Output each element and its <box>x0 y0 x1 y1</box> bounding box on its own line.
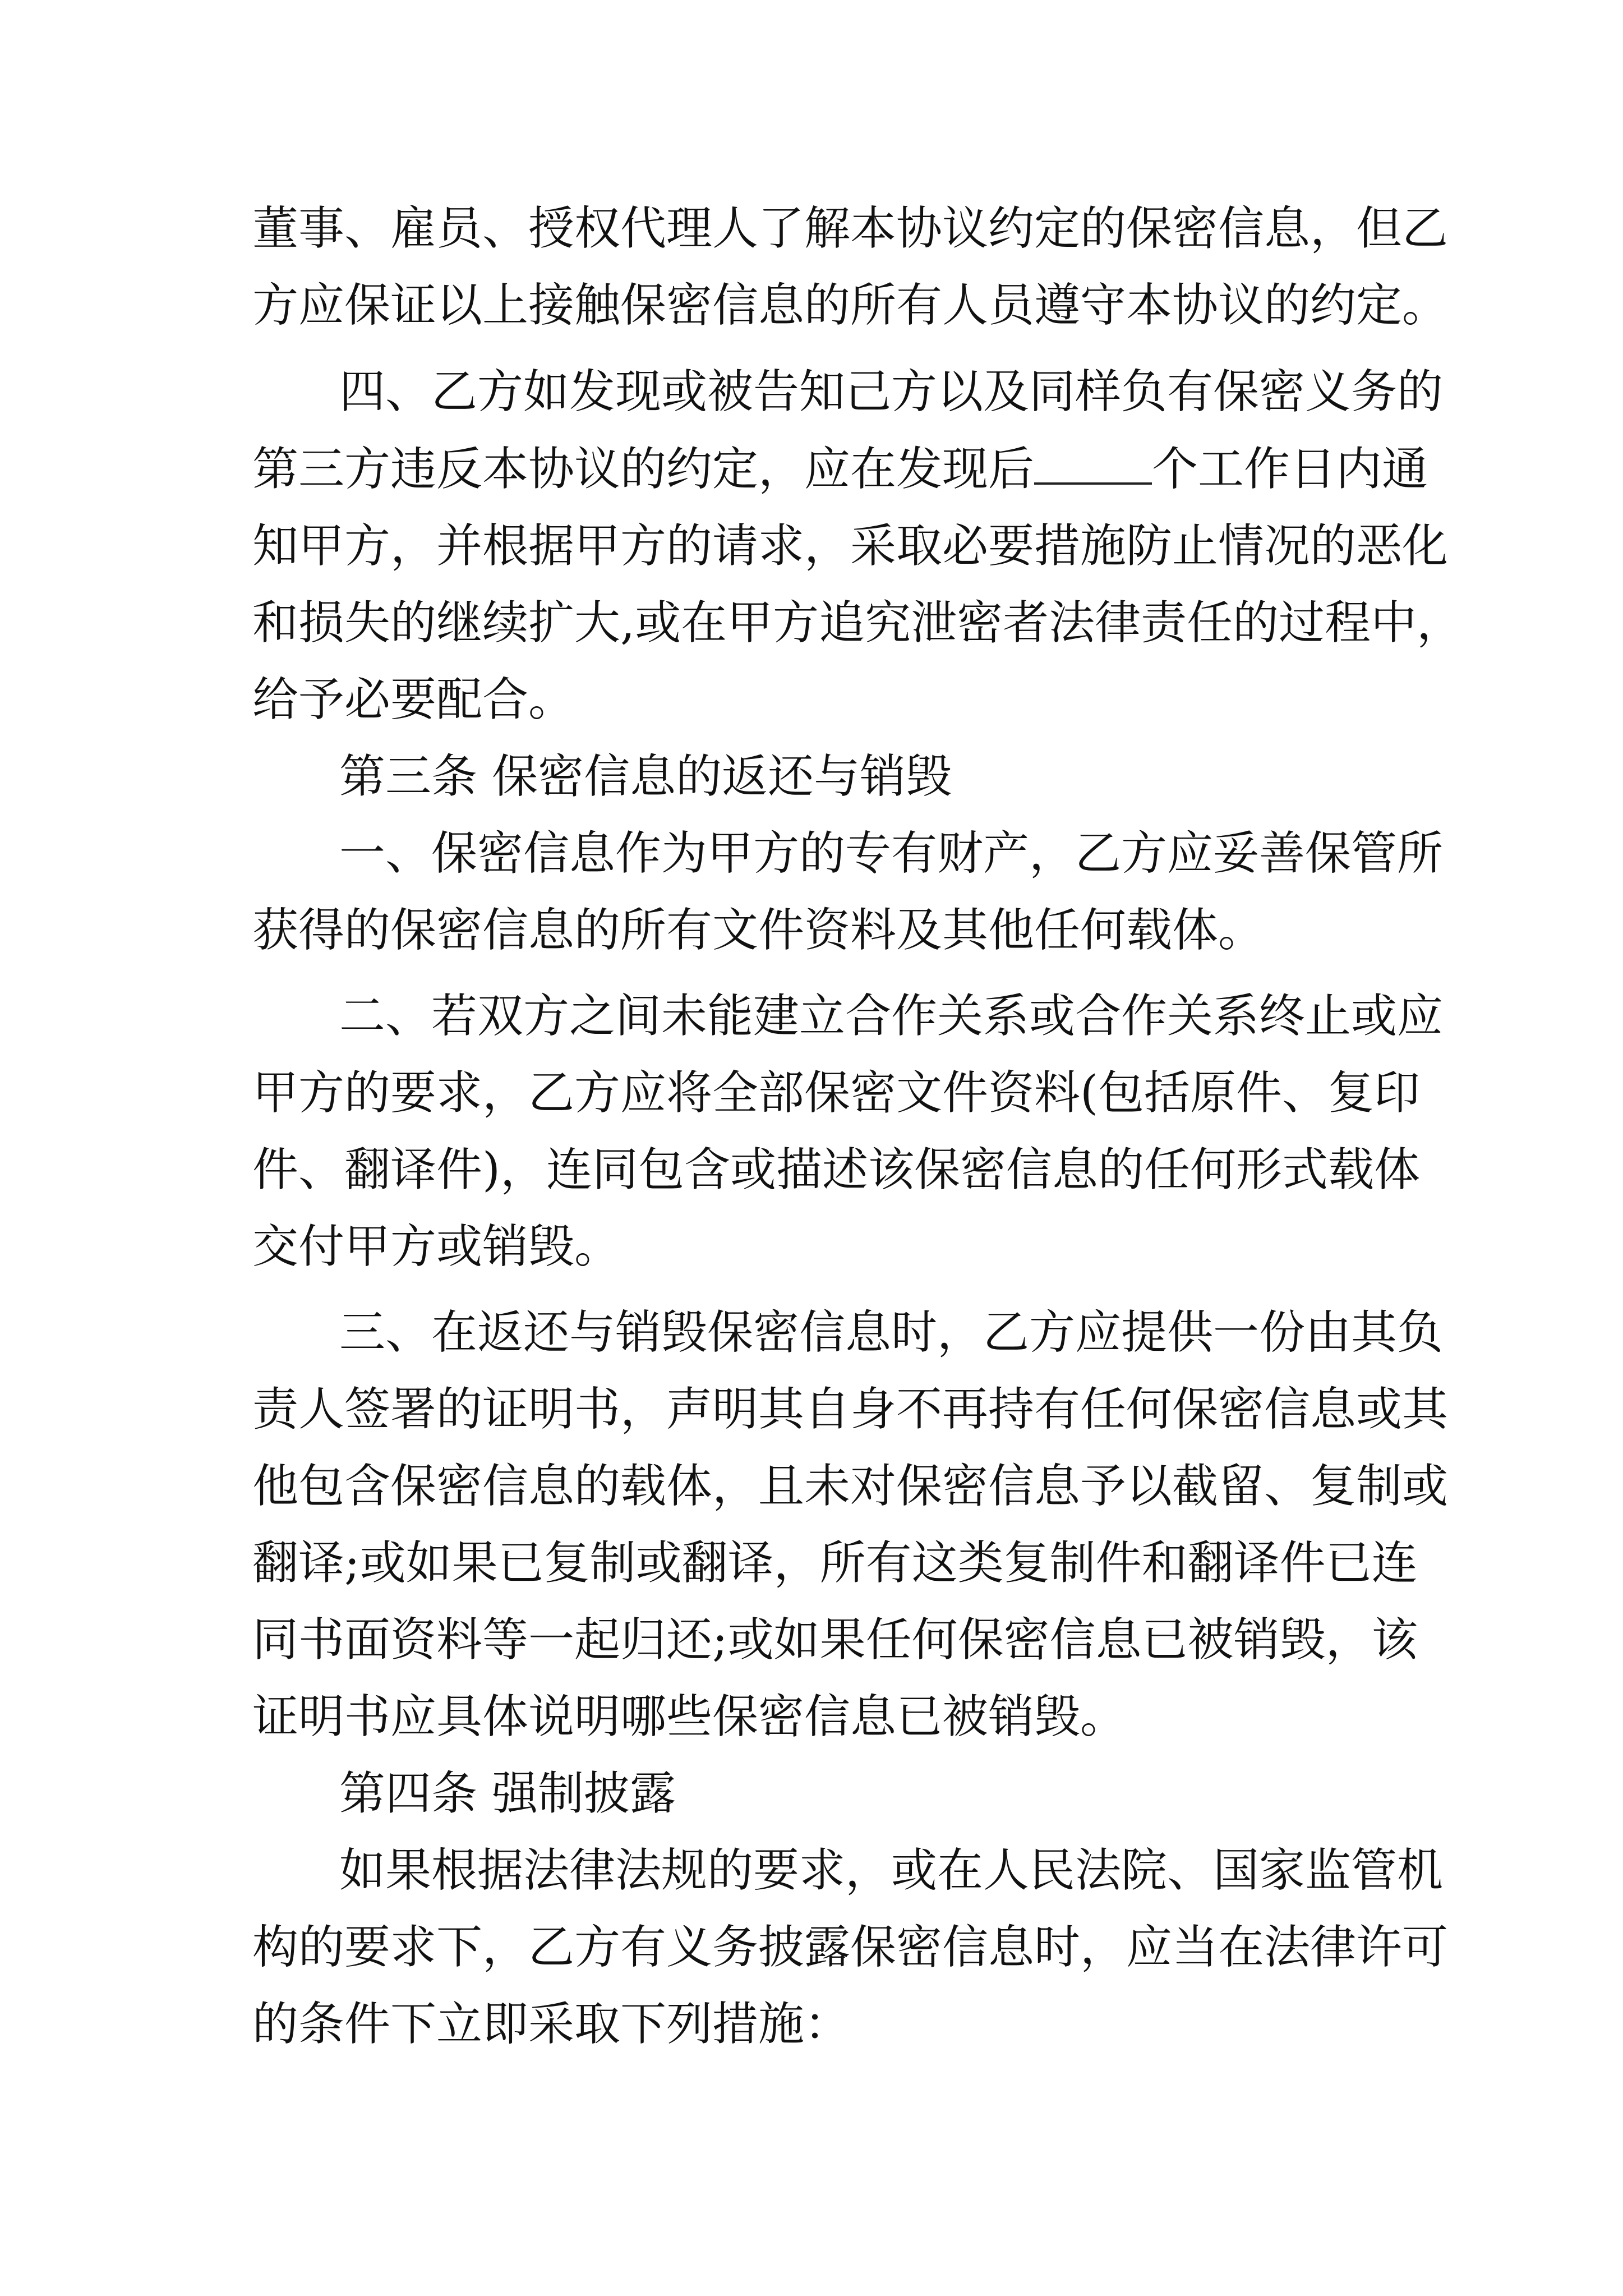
paragraph-line: 翻译;或如果已复制或翻译，所有这类复制件和翻译件已连 <box>252 1536 1418 1590</box>
section-heading: 第四条 强制披露 <box>339 1767 676 1820</box>
paragraph-line: 三、在返还与销毁保密信息时，乙方应提供一份由其负 <box>339 1306 1444 1359</box>
paragraph-line: 的条件下立即采取下列措施： <box>252 1998 851 2051</box>
fill-in-blank <box>1034 443 1152 485</box>
paragraph-line: 甲方的要求，乙方应将全部保密文件资料(包括原件、复印 <box>252 1066 1420 1120</box>
paragraph-line: 二、若双方之间未能建立合作关系或合作关系终止或应 <box>339 990 1444 1043</box>
paragraph-line: 他包含保密信息的载体，且未对保密信息予以截留、复制或 <box>252 1460 1449 1513</box>
paragraph-line: 如果根据法律法规的要求，或在人民法院、国家监管机 <box>339 1844 1444 1897</box>
paragraph-line: 获得的保密信息的所有文件资料及其他任何载体。 <box>252 904 1265 957</box>
section-heading: 第三条 保密信息的返还与销毁 <box>339 750 952 803</box>
paragraph-line: 方应保证以上接触保密信息的所有人员遵守本协议的约定。 <box>252 279 1449 332</box>
paragraph-line: 给予必要配合。 <box>252 673 575 726</box>
paragraph-line: 知甲方，并根据甲方的请求，采取必要措施防止情况的恶化 <box>252 519 1449 573</box>
line-text-before-blank: 第三方违反本协议的约定，应在发现后 <box>252 443 1035 496</box>
paragraph-line: 和损失的继续扩大,或在甲方追究泄密者法律责任的过程中， <box>252 596 1463 650</box>
paragraph-line: 董事、雇员、授权代理人了解本协议约定的保密信息，但乙 <box>252 202 1449 255</box>
paragraph-line: 责人签署的证明书，声明其自身不再持有任何保密信息或其 <box>252 1383 1449 1436</box>
paragraph-line: 同书面资料等一起归还;或如果任何保密信息已被销毁，该 <box>252 1613 1418 1667</box>
paragraph-line: 构的要求下，乙方有义务披露保密信息时，应当在法律许可 <box>252 1921 1449 1974</box>
paragraph-line-with-blank <box>252 430 1428 509</box>
paragraph-line: 四、乙方如发现或被告知己方以及同样负有保密义务的 <box>339 365 1444 418</box>
paragraph-line: 一、保密信息作为甲方的专有财产，乙方应妥善保管所 <box>339 827 1444 880</box>
paragraph-line: 证明书应具体说明哪些保密信息已被销毁。 <box>252 1690 1127 1743</box>
paragraph-line: 交付甲方或销毁。 <box>252 1220 621 1273</box>
paragraph-line: 件、翻译件)，连同包含或描述该保密信息的任何形式载体 <box>252 1143 1420 1197</box>
line-text-after-blank: 个工作日内通 <box>1152 443 1428 496</box>
